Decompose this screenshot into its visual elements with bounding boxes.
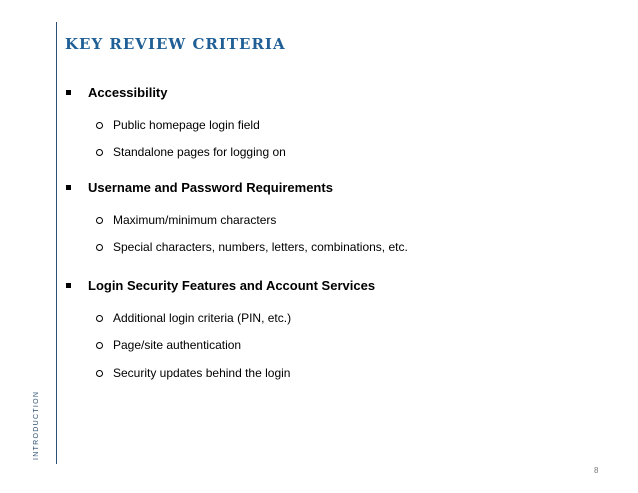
list-item-text: Maximum/minimum characters: [113, 213, 277, 227]
list-item: [96, 364, 290, 382]
criterion-label: Accessibility: [88, 84, 168, 100]
list-item-text: Public homepage login field: [113, 118, 260, 132]
list-item-text: Page/site authentication: [113, 338, 242, 352]
square-bullet-icon: [66, 90, 71, 95]
square-bullet-icon: [66, 283, 71, 288]
circle-bullet-icon: [96, 315, 103, 322]
circle-bullet-icon: [96, 217, 103, 224]
list-item: [96, 143, 286, 161]
criterion-accessibility: [66, 83, 168, 101]
list-item-text: Additional login criteria (PIN, etc.): [113, 311, 292, 325]
list-item: [96, 336, 241, 354]
list-item-text: Security updates behind the login: [113, 366, 291, 380]
list-item: [96, 238, 408, 256]
circle-bullet-icon: [96, 244, 103, 251]
criterion-login-security: [66, 276, 375, 294]
criterion-username-password: [66, 178, 333, 196]
list-item: [96, 211, 276, 229]
circle-bullet-icon: [96, 370, 103, 377]
list-item-text: Standalone pages for logging on: [113, 145, 286, 159]
circle-bullet-icon: [96, 342, 103, 349]
section-label: INTRODUCTION: [33, 390, 40, 460]
page-number: 8: [594, 466, 599, 475]
list-item: [96, 309, 291, 327]
square-bullet-icon: [66, 185, 71, 190]
circle-bullet-icon: [96, 149, 103, 156]
criterion-label: Login Security Features and Account Services: [88, 277, 376, 293]
slide-title: KEY REVIEW CRITERIA: [65, 35, 286, 53]
list-item-text: Special characters, numbers, letters, combinations, etc.: [113, 240, 408, 254]
vertical-divider: [56, 22, 57, 464]
circle-bullet-icon: [96, 122, 103, 129]
list-item: [96, 116, 260, 134]
criterion-label: Username and Password Requirements: [88, 179, 333, 195]
